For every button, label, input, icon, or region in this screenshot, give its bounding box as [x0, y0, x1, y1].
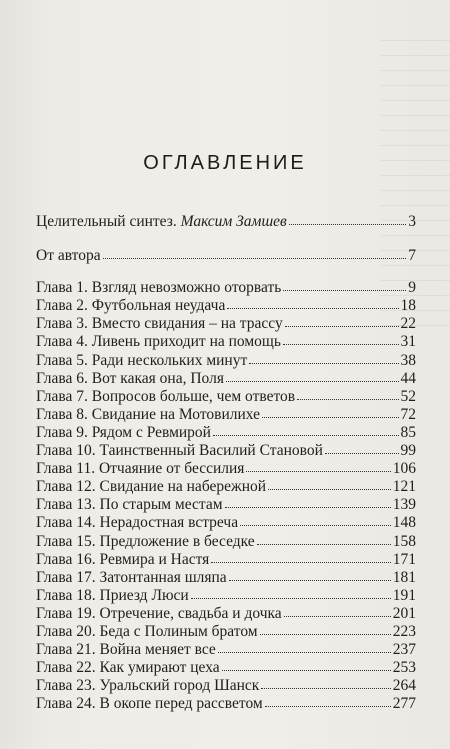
chapter-title: Глава 24. В окопе перед рассветом	[36, 695, 263, 713]
chapter-title: Глава 11. Отчаяние от бессилия	[36, 460, 245, 478]
dot-leader	[260, 622, 391, 635]
toc-entry-page: 3	[408, 213, 416, 230]
toc-chapter-entry	[36, 279, 416, 297]
chapter-title: Глава 4. Ливень приходит на помощь	[36, 333, 281, 351]
chapter-title: Глава 18. Приезд Люси	[36, 586, 189, 604]
dot-leader	[285, 314, 399, 327]
chapter-page-number: 85	[400, 423, 416, 441]
chapter-page-number: 148	[392, 514, 416, 532]
dot-leader	[226, 369, 399, 382]
chapter-page-number: 99	[400, 442, 416, 460]
toc-chapter-entry	[36, 460, 416, 478]
chapter-page-number: 253	[392, 659, 416, 677]
toc-chapter-entry	[36, 352, 416, 370]
toc-chapter-entry	[36, 623, 416, 641]
chapter-title: Глава 7. Вопросов больше, чем ответов	[36, 387, 296, 405]
chapter-page-number: 9	[408, 279, 416, 297]
dot-leader	[225, 495, 391, 508]
dot-leader	[240, 513, 391, 526]
toc-entry-page: 7	[408, 247, 416, 265]
chapter-title: Глава 2. Футбольная неудача	[36, 297, 226, 315]
dot-leader	[284, 604, 391, 617]
chapter-title: Глава 16. Ревмира и Настя	[36, 550, 210, 568]
dot-leader	[325, 441, 399, 454]
chapter-title: Глава 15. Предложение в беседке	[36, 532, 255, 550]
dot-leader	[268, 477, 391, 490]
dot-leader	[213, 423, 399, 436]
toc-chapter-entry	[36, 587, 416, 605]
chapter-page-number: 52	[400, 387, 416, 405]
dot-leader	[249, 351, 398, 364]
toc-chapter-entry	[36, 605, 416, 623]
toc-chapter-entry	[36, 388, 416, 406]
toc-chapter-entry	[36, 406, 416, 424]
chapter-title: Глава 17. Затонтанная шляпа	[36, 568, 227, 586]
toc-chapter-entry	[36, 533, 416, 551]
chapter-title: Глава 3. Вместо свидания – на трассу	[36, 315, 283, 333]
page-title: ОГЛАВЛЕНИЕ	[143, 152, 307, 174]
toc-chapter-entry	[36, 333, 416, 351]
chapter-page-number: 22	[400, 315, 416, 333]
chapter-title: Глава 8. Свидание на Мотовилихе	[36, 405, 261, 423]
dot-leader	[218, 640, 391, 653]
toc-chapter-entry	[36, 677, 416, 695]
toc-chapter-entry	[36, 551, 416, 569]
chapter-title: Глава 6. Вот какая она, Поля	[36, 369, 224, 387]
chapter-title: Глава 23. Уральский город Шанск	[36, 677, 260, 695]
chapter-page-number: 106	[392, 460, 416, 478]
chapter-title: Глава 19. Отречение, свадьба и дочка	[36, 604, 282, 622]
toc-chapter-entry	[36, 641, 416, 659]
dot-leader	[229, 568, 391, 581]
dot-leader	[257, 532, 391, 545]
chapter-title: Глава 5. Ради нескольких минут	[36, 351, 248, 369]
chapter-page-number: 72	[400, 405, 416, 423]
dot-leader	[246, 459, 390, 472]
chapter-page-number: 191	[392, 586, 416, 604]
chapter-page-number: 139	[392, 496, 416, 514]
dot-leader	[283, 278, 406, 291]
table-of-contents	[36, 213, 416, 713]
toc-chapter-entry	[36, 496, 416, 514]
dot-leader	[191, 586, 391, 599]
toc-entry-author: Максим Замшев	[180, 213, 287, 230]
chapter-page-number: 181	[392, 568, 416, 586]
dot-leader	[283, 332, 399, 345]
chapter-page-number: 38	[400, 351, 416, 369]
chapter-title: Глава 20. Беда с Полиным братом	[36, 622, 258, 640]
chapter-page-number: 158	[392, 532, 416, 550]
chapter-title: Глава 14. Нерадостная встреча	[36, 514, 239, 532]
dot-leader	[261, 676, 390, 689]
toc-entry-foreword	[36, 213, 416, 231]
chapter-title: Глава 12. Свидание на набережной	[36, 478, 267, 496]
toc-entry-title: От автора	[36, 247, 101, 265]
dot-leader	[222, 658, 391, 671]
dot-leader	[227, 296, 398, 309]
chapter-page-number: 18	[400, 297, 416, 315]
toc-chapter-entry	[36, 478, 416, 496]
dot-leader	[103, 246, 407, 259]
toc-chapter-entry	[36, 315, 416, 333]
chapter-title: Глава 10. Таинственный Василий Становой	[36, 442, 323, 460]
chapter-page-number: 171	[392, 550, 416, 568]
toc-entry-author-note	[36, 247, 416, 265]
toc-chapter-entry	[36, 297, 416, 315]
chapter-list	[36, 279, 416, 713]
toc-chapter-entry	[36, 370, 416, 388]
chapter-page-number: 121	[392, 478, 416, 496]
dot-leader	[297, 387, 398, 400]
chapter-page-number: 201	[392, 604, 416, 622]
chapter-page-number: 31	[400, 333, 416, 351]
toc-chapter-entry	[36, 569, 416, 587]
chapter-title: Глава 1. Взгляд невозможно оторвать	[36, 279, 282, 297]
dot-leader	[289, 212, 407, 225]
toc-entry-title: Целительный синтез.	[36, 213, 181, 230]
chapter-page-number: 277	[392, 695, 416, 713]
chapter-page-number: 237	[392, 641, 416, 659]
chapter-title: Глава 13. По старым местам	[36, 496, 223, 514]
toc-chapter-entry	[36, 424, 416, 442]
toc-chapter-entry	[36, 514, 416, 532]
chapter-title: Глава 22. Как умирают цеха	[36, 659, 220, 677]
chapter-page-number: 44	[400, 369, 416, 387]
dot-leader	[211, 550, 390, 563]
chapter-page-number: 223	[392, 622, 416, 640]
chapter-title: Глава 9. Рядом с Ревмирой	[36, 423, 211, 441]
dot-leader	[265, 694, 391, 707]
toc-chapter-entry	[36, 442, 416, 460]
chapter-title: Глава 21. Война меняет все	[36, 641, 216, 659]
toc-chapter-entry	[36, 659, 416, 677]
dot-leader	[262, 405, 398, 418]
chapter-page-number: 264	[392, 677, 416, 695]
toc-chapter-entry	[36, 695, 416, 713]
